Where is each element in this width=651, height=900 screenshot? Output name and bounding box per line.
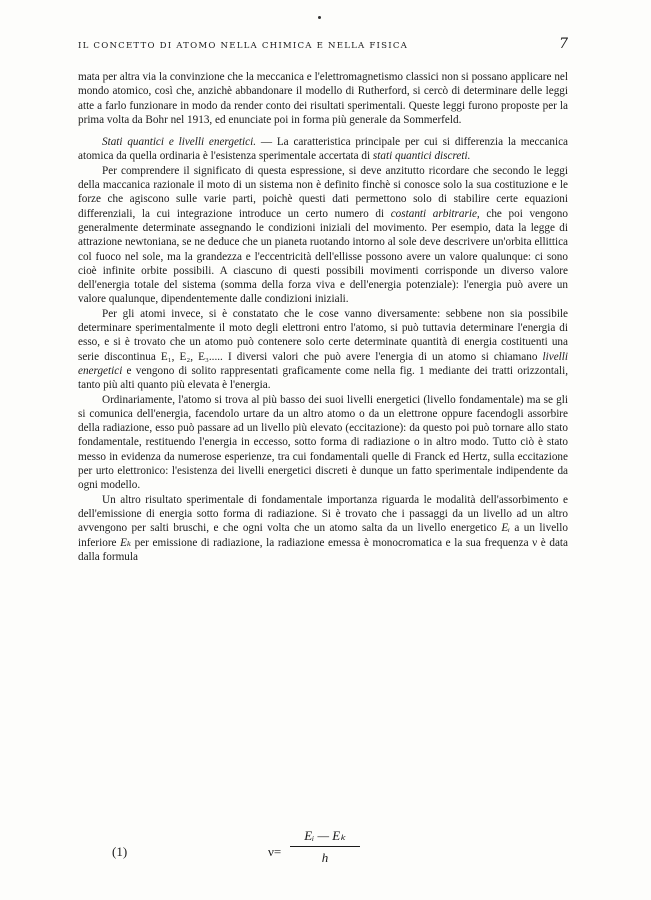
- paragraph-4: Per gli atomi invece, si è constatato che le cose vanno diversamente: sebbene non sia possibile determinare sperimentalmente il moto degli elettroni entro l'atomo, si può tuttavia determinare l'energia di esso, e si è trovato che un atomo può contenere solo certe determinate quantità di energia costituenti una serie discontinua E₁, E₂, E₃..... I diversi valori che può avere l'energia di un atomo si chiamano livelli energetici e vengono di solito rappresentati graficamente come nella fig. 1 mediante dei tratti orizzontali, tanto più alti quanto più elevata è l'energia.: [78, 307, 568, 392]
- running-header: [78, 36, 568, 52]
- ink-dot: [318, 16, 321, 19]
- formula-numerator: Eᵢ — Eₖ: [304, 828, 346, 843]
- page-body: [78, 36, 568, 865]
- paragraph-1: mata per altra via la convinzione che la meccanica e l'elettromagnetismo classici non si possano applicare nel mondo atomico, così che, anzichè abbandonare il modello di Rutherford, si cercò di determinare delle leggi atte a farlo funzionare in modo da render conto dei risultati sperimentali. Queste leggi furono proposte per la prima volta da Bohr nel 1913, ed enunciate poi in forma più generale da Sommerfeld.: [78, 71, 568, 126]
- formula-fraction: [290, 828, 360, 866]
- paragraph-2: Stati quantici e livelli energetici. — La caratteristica principale per cui si differenzia la meccanica atomica da quella ordinaria è l'esistenza sperimentale accertata di stati quantici discreti.: [78, 136, 568, 163]
- paragraph-5: Ordinariamente, l'atomo si trova al più basso dei suoi livelli energetici (livello fondamentale) ma se gli si comunica dell'energia, facendolo urtare da un altro atomo o da un elettrone oppure facendogli assorbire della radiazione, esso può passare ad un livello più elevato (eccitazione): da questo poi può tornare allo stato fondamentale, restituendo l'energia in eccesso, sotto forma di radiazione o in altro modo. Tutto ciò è stato messo in evidenza da numerose esperienze, tra cui fondamentali quelle di Franck ed Hertz, sulla eccitazione per urto elettronico: l'esistenza dei livelli energetici discreti è dunque un fatto sperimentale indipendente da ogni modello.: [78, 393, 568, 492]
- running-title: IL CONCETTO DI ATOMO NELLA CHIMICA E NELLA FISICA: [78, 41, 409, 51]
- section-title: Stati quantici e livelli energetici.: [102, 136, 257, 149]
- paragraph-6: Un altro risultato sperimentale di fondamentale importanza riguarda le modalità dell'assorbimento e dell'emissione di energia sotto forma di radiazione. Si è trovato che i passaggi da un livello ad un altro avvengono per salti bruschi, e che ogni volta che un atomo salta da un livello energetico Eᵢ a un livello inferiore Eₖ per emissione di radiazione, la radiazione emessa è monocromatica e la sua frequenza ν è data dalla formula: [78, 493, 568, 563]
- page-number: 7: [559, 36, 568, 52]
- formula-denominator: h: [321, 850, 329, 865]
- formula-label: (1): [112, 844, 128, 859]
- paragraph-3: Per comprendere il significato di questa espressione, si deve anzitutto ricordare che secondo le leggi della maccanica razionale il moto di un sistema non è definito finchè si conosce solo la sua costituzione e le forze che agiscono sulle varie parti, poichè questi dati permettono solo di stabilire certe equazioni differenziali, la cui integrazione introduce un certo numero di costanti arbitrarie, che poi vengono generalmente determinate assegnando le condizioni iniziali del movimento. Per esempio, data la legge di attrazione newtoniana, se ne deduce che un pianeta ruotando intorno al sole deve descrivere un'orbita ellittica col fuoco nel sole, ma la grandezza e l'eccentricità dell'ellisse possono avere un valore qualunque: ci sono cioè infinite orbite possibili. A ciascuno di questi possibili movimenti corrisponde un diverso valore dell'energia totale del sistema (somma della forza viva e dell'energia potenziale): l'energia può avere un valore qualunque, dipendentemente dalle condizioni iniziali.: [78, 164, 568, 306]
- formula-lhs: ν=: [268, 844, 282, 859]
- formula-1: [78, 826, 568, 876]
